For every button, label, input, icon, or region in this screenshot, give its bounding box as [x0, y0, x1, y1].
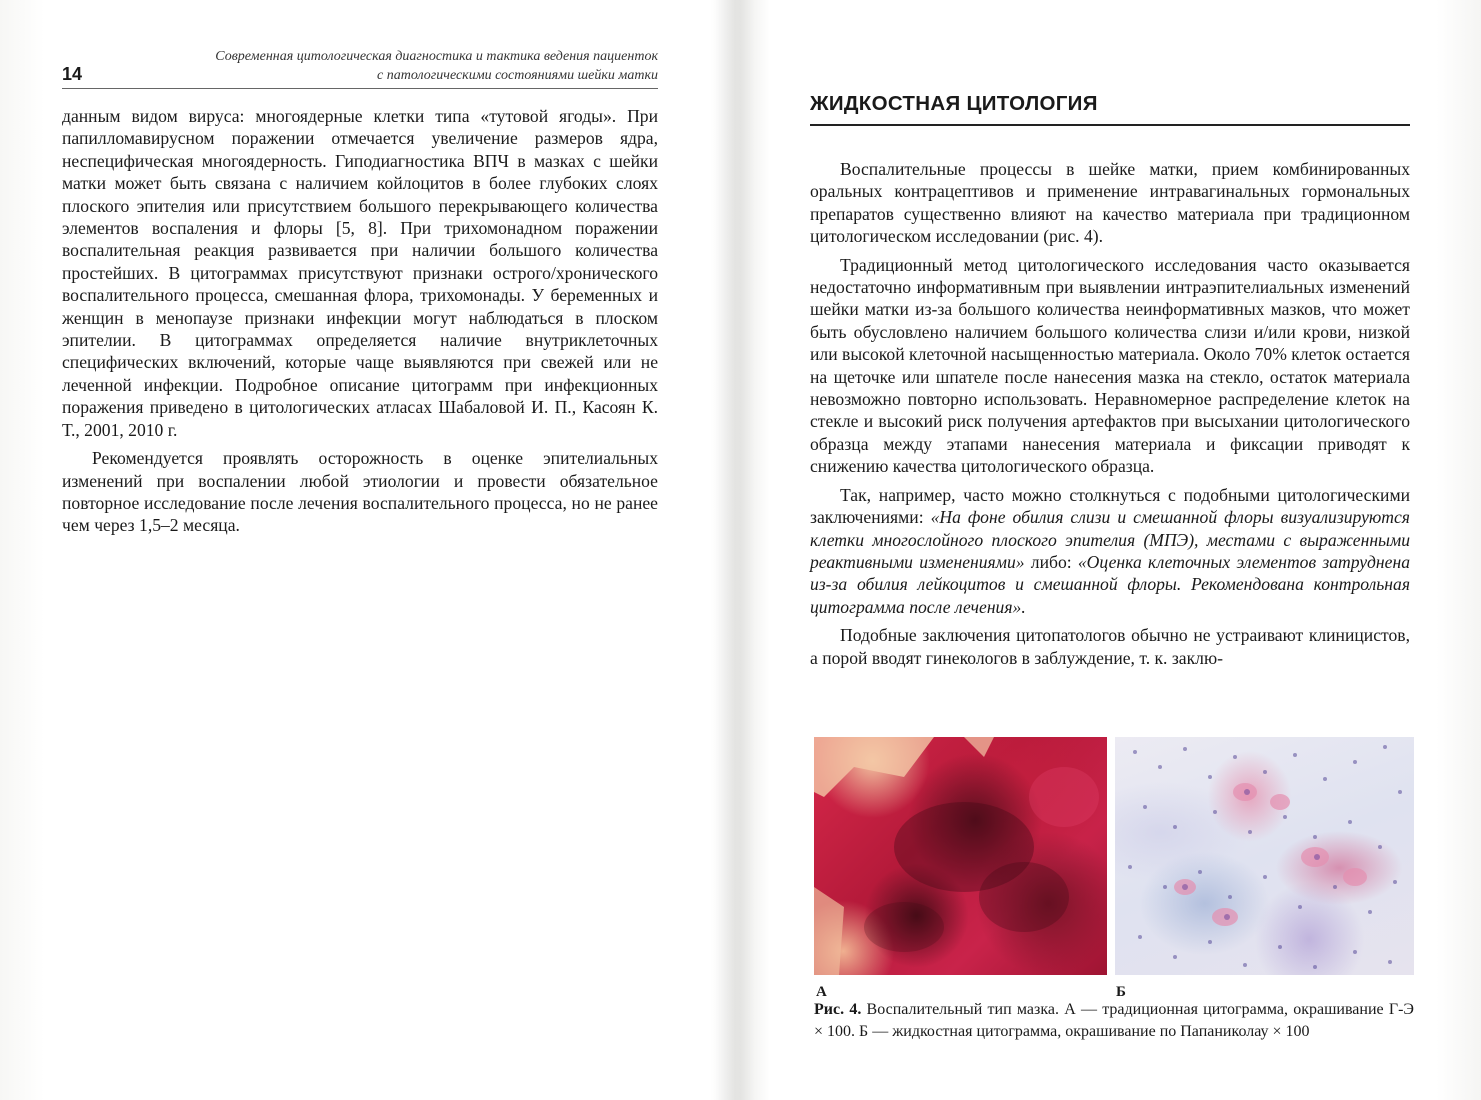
running-title-line-2: с патологическими состояниями шейки матки: [377, 68, 658, 83]
running-head: [62, 36, 658, 89]
micrograph-b-image: [1115, 737, 1414, 975]
left-page: [62, 36, 658, 537]
micrograph-a-image: [814, 737, 1107, 975]
left-paragraph-2: Рекомендуется проявлять осторожность в оценке эпителиальных изменений при воспалении любой этиологии и провести обязательное повторное исследование после лечения воспалительного процесса, но не ранее чем через 1,5–2 месяца.: [62, 448, 658, 536]
running-title: [215, 47, 658, 85]
caption-label: Рис. 4.: [814, 1001, 862, 1018]
para3-mid: либо:: [1024, 551, 1078, 572]
running-title-line-1: Современная цитологическая диагностика и тактика ведения пациенток: [215, 49, 658, 64]
right-page: [810, 92, 1410, 669]
right-paragraph-1: Воспалительные процессы в шейке матки, прием комбинированных оральных контрацептивов и применение интравагинальных гормональных препаратов существенно влияют на качество материала при традиционном цитологическом исследовании (рис. 4).: [810, 159, 1410, 247]
right-paragraph-3: [810, 484, 1410, 618]
page-number: 14: [62, 64, 83, 84]
right-paragraph-4: Подобные заключения цитопатологов обычно не устраивают клиницистов, а порой вводят гинекологов в заблуждение, т. к. заклю-: [810, 625, 1410, 668]
figure-label-a: А: [816, 984, 827, 1000]
quote-2: «Оценка клеточных элементов затруднена из-за обилия лейкоцитов и смешанной флоры. Рекомендована контрольная цитограмма после лечения».: [810, 551, 1410, 617]
micrograph-b-texture: [1115, 737, 1414, 975]
quote-1: «На фоне обилия слизи и смешанной флоры визуализируются клетки многослойного плоского эпителия (МПЭ), местами с выраженными реактивными изменениями»: [810, 507, 1410, 572]
gutter-shadow: [715, 0, 755, 1100]
micrograph-a-texture: [814, 737, 1107, 975]
figure-caption: [814, 999, 1414, 1043]
figure-label-b: Б: [1116, 984, 1126, 1000]
right-paragraph-2: Традиционный метод цитологического исследования часто оказывается недостаточно информативным при выявлении интраэпителиальных изменений шейки матки из-за большого количества неинформативных мазков, что может быть обусловлено наличием большого количества слизи и/или крови, низкой или высокой клеточной насыщенностью материала. Около 70% клеток остается на щеточке или шпателе после нанесения мазка на стекло, остаток материала невозможно повторно использовать. Неравномерное распределение клеток на стекле и высокий риск получения артефактов при высыхании цитологического образца между этапами нанесения материала и фиксации приводят к снижению качества цитологического образца.: [810, 254, 1410, 477]
para3-start: Так, например, часто можно столкнуться с подобными цитологическими заключениями:: [810, 484, 1410, 528]
left-paragraph-1: данным видом вируса: многоядерные клетки типа «тутовой ягоды». При папилломавирусном поражении отмечается увеличение размеров ядра, неспецифическая многоядерность. Гиподиагностика ВПЧ в мазках с шейки матки может быть связана с наличием койлоцитов в более глубоких слоях плоского эпителия или присутствием большого перекрывающего количества элементов воспаления и флоры [5, 8]. При трихомонадном поражении воспалительная реакция развивается при наличии большого количества простейших. В цитограммах присутствуют признаки острого/хронического воспалительного процесса, смешанная флора, трихомонады. У беременных и женщин в менопаузе признаки инфекции могут наблюдаться в плоском эпителии. В цитограммах определяется наличие внутриклеточных специфических включений, которые чаще выявляются при свежей или не леченной инфекции. Подробное описание цитограмм при инфекционных поражения приведено в цитологических атласах Шабаловой И. П., Касоян К. Т., 2001, 2010 г.: [62, 106, 658, 440]
caption-text: Воспалительный тип мазка. А — традиционная цитограмма, окрашивание Г-Э × 100. Б — жидкостная цитограмма, окрашивание по Папаниколау × 100: [814, 1001, 1414, 1040]
section-title: ЖИДКОСТНАЯ ЦИТОЛОГИЯ: [810, 92, 1410, 126]
